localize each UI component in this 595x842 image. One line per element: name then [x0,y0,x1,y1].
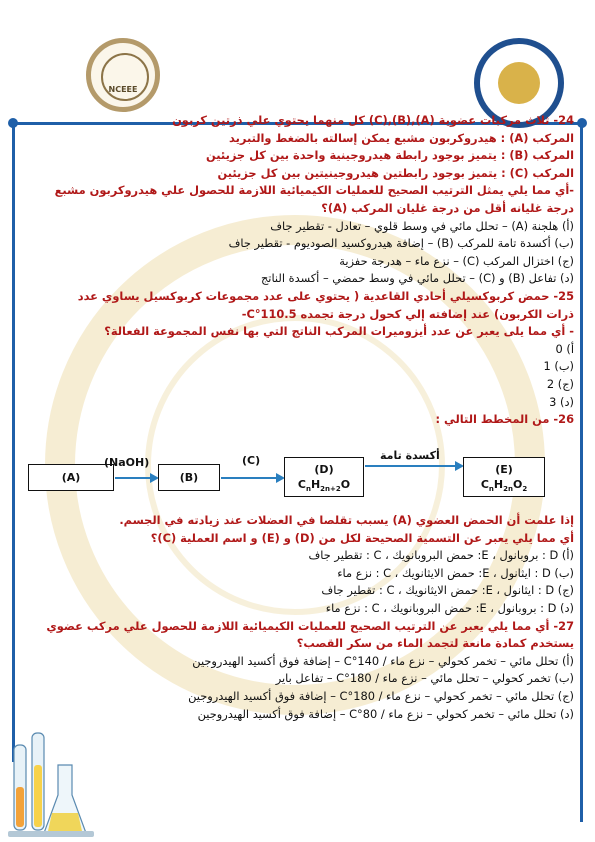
text-line: إذا علمت أن الحمض العضوي (A) يسبب تقلصا في العضلات عند زيادته في الجسم. [119,513,574,527]
box-b [158,464,220,491]
box-d-formula: $C_nH_{2n+2}O$ [297,478,351,494]
box-d [284,457,364,497]
text-line: أ) 0 [555,341,574,356]
box-a [28,464,114,491]
text-line: (ب) D : ايثانول ، E: حمض الايثانويك ، C : نزع ماء [337,565,574,580]
text-line: يستخدم كمادة مانعة لتجمد الماء من سكر القصب؟ [296,636,574,651]
ministry-logo-eagle [498,62,540,104]
text-line: (د) 3 [549,394,574,409]
text-line: درجة غليانه أقل من درجة غليان المركب (A)؟ [321,200,574,215]
text-line: ذرات الكربون) عند إضافته إلي كحول درجة تجمده 110.5°C- [241,306,574,321]
text-line: (أ) تحلل مائي – تخمر كحولي – نزع ماء / 140°C – إضافة فوق أكسيد الهيدروجين [192,653,574,668]
box-a-label: (A) [61,471,81,484]
box-d-label: (D) [314,463,334,476]
text-line: (د) تحلل مائي – تخمر كحولي – نزع ماء / 80°C – إضافة فوق أكسيد الهيدروجين [197,706,574,721]
lab-base [8,831,94,837]
text-line: (أ) هلجنة (A) – تحلل مائي في وسط قلوي – تعادل - تقطير جاف [270,218,574,233]
text-line: 25- حمض كربوكسيلي أحادي القاعدية ( يحتوي على عدد مجموعات كربوكسيل يساوي عدد [77,288,574,303]
text-line: المركب (C) : يتميز بوجود رابطتين هيدروجينيتين بين كل جزيئين [217,165,574,180]
test-tube-1-liquid [16,787,24,827]
arrow-d-e [365,465,457,467]
text-line: (ب) أكسدة تامة للمركب (B) – إضافة هيدروكسيد الصوديوم - تقطير جاف [228,236,574,251]
test-tube-2-liquid [34,765,42,827]
text-line: 26- من المخطط التالي : [435,412,574,427]
text-line: (د) تفاعل (B) و (C) – تحلل مائي في وسط حمضي – أكسدة الناتج [260,271,574,286]
flask-liquid [48,813,82,831]
frame-right-line [580,122,583,822]
box-e-formula: $C_nH_{2n}O_2$ [480,478,528,494]
text-line: (أ) D : بروبانول ، E: حمض البروبانويك ، C : تقطير جاف [308,548,574,563]
text-line: (ب) 1 [543,359,574,374]
text-line: المركب (A) : هيدروكربون مشبع يمكن إسالته بالضغط والتبريد [229,130,574,145]
arrow-b-d [221,477,278,479]
frame-dot-right [577,118,587,128]
reaction-scheme [20,449,580,507]
questions-block-2 [22,512,574,723]
text-line: (ب) تخمر كحولي – تحلل مائي – نزع ماء / 180°C – تفاعل باير [275,671,574,686]
lab-glassware-illustration [0,725,100,842]
nceee-logo [86,38,160,112]
box-e-label: (E) [495,463,513,476]
text-line: أي مما يلي يعبر عن التسمية الصحيحة لكل من (D) و (E) و اسم العملية (C)؟ [150,530,574,545]
frame-left-line [12,122,15,762]
label-oxidation: أكسدة تامة [380,449,440,462]
text-line: (د) D : بروبانول ، E: حمض البروبانويك ، C : نزع ماء [325,600,574,615]
questions-block [22,112,574,429]
box-e [463,457,545,497]
nceee-logo-text: NCEEE [108,85,138,94]
text-line: (ج) اختزال المركب (C) – نزع ماء – هدرجة حفزية [339,253,574,268]
text-line: -أي مما يلي يمثل الترتيب الصحيح للعمليات الكيميائية اللازمة للحصول علي هيدروكربون مشبع [54,183,574,198]
text-line: (ج) تحلل مائي – تخمر كحولي – نزع ماء / 180°C – إضافة فوق أكسيد الهيدروجين [188,688,574,703]
arrow-a-b [115,477,152,479]
text-line: - أي مما يلى يعبر عن عدد أيزوميرات المركب الناتج التي بها نفس المجموعة الفعالة؟ [104,324,574,339]
box-b-label: (B) [179,471,199,484]
text-line: (ج) 2 [546,376,574,391]
frame-dot-left [8,118,18,128]
label-c: (C) [242,454,261,467]
label-naoh: (NaOH) [104,456,150,469]
text-line: المركب (B) : يتميز بوجود رابطة هيدروجينية واحدة بين كل جزيئين [206,148,574,163]
text-line: (ج) D : ايثانول ، E: حمض الايثانويك ، C : تقطير جاف [321,583,574,598]
text-line: 24- ثلاث مركبات عضوية (A),(B),(C) كل منهما يحتوي علي ذرتين كربون [172,113,574,127]
text-line: 27- أي مما يلي يعبر عن الترتيب الصحيح للعمليات الكيميائية اللازمة للحصول علي مركب عضوي [46,618,574,633]
